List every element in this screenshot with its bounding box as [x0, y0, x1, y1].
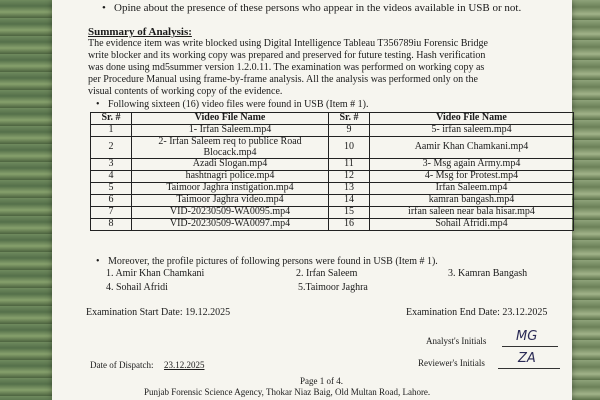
table-row — [91, 183, 574, 195]
header-file-1: Video File Name — [132, 113, 329, 125]
person-3: 3. Kamran Bangash — [448, 268, 528, 279]
left-decorative-border — [0, 0, 58, 400]
cell-file: 4- Msg for Protest.mp4 — [370, 171, 574, 183]
cell-sr: 7 — [91, 207, 132, 219]
cell-sr: 11 — [329, 159, 370, 171]
cell-sr: 15 — [329, 207, 370, 219]
header-file-2: Video File Name — [370, 113, 574, 125]
analyst-initials-label: Analyst's Initials — [426, 336, 487, 346]
cell-sr: 1 — [91, 125, 132, 137]
cell-file: hashtnagri police.mp4 — [132, 171, 329, 183]
exam-end-date: Examination End Date: 23.12.2025 — [406, 307, 548, 318]
cell-sr: 10 — [329, 137, 370, 159]
top-bullet-text: • Opine about the presence of these persons who appear in the videos available in USB or not. — [114, 2, 521, 14]
document-page — [52, 0, 572, 400]
reviewer-signature: ZA — [518, 351, 536, 366]
person-5: 5.Taimoor Jaghra — [298, 282, 368, 293]
cell-sr: 9 — [329, 125, 370, 137]
summary-line-3: was done using md5summer version 1.2.0.11. The examination was performed on working copy as — [88, 62, 485, 73]
table-row — [91, 159, 574, 171]
video-files-table — [90, 112, 574, 231]
person-2: 2. Irfan Saleem — [296, 268, 358, 279]
cell-file: irfan saleen near bala hisar.mp4 — [370, 207, 574, 219]
summary-line-2: write blocker and its working copy was prepared and preserved for future testing. Hash verification — [88, 50, 486, 61]
cell-sr: 8 — [91, 219, 132, 231]
header-sr-1: Sr. # — [91, 113, 132, 125]
cell-file-multiline — [132, 137, 329, 159]
cell-sr: 13 — [329, 183, 370, 195]
table-row — [91, 171, 574, 183]
cell-file: VID-20230509-WA0095.mp4 — [132, 207, 329, 219]
page-number: Page 1 of 4. — [300, 376, 343, 386]
analyst-signature-line — [502, 329, 558, 347]
cell-file: Taimoor Jaghra instigation.mp4 — [132, 183, 329, 195]
table-header-row — [91, 113, 574, 125]
reviewer-initials-label: Reviewer's Initials — [418, 358, 485, 368]
cell-file: Azadi Slogan.mp4 — [132, 159, 329, 171]
cell-file-line-1: 2- Irfan Saleem req to publice Road — [158, 136, 302, 147]
table-row — [91, 219, 574, 231]
cell-file: kamran bangash.mp4 — [370, 195, 574, 207]
profile-intro: • Moreover, the profile pictures of following persons were found in USB (Item # 1). — [108, 256, 438, 267]
cell-file: Sohail Afridi.mp4 — [370, 219, 574, 231]
cell-sr: 14 — [329, 195, 370, 207]
cell-sr: 12 — [329, 171, 370, 183]
person-1: 1. Amir Khan Chamkani — [106, 268, 205, 279]
table-intro: • Following sixteen (16) video files were found in USB (Item # 1). — [108, 99, 369, 110]
cell-file: Irfan Saleem.mp4 — [370, 183, 574, 195]
cell-sr: 5 — [91, 183, 132, 195]
dispatch-date: 23.12.2025 — [164, 360, 205, 370]
cell-sr: 2 — [91, 137, 132, 159]
right-decorative-border — [570, 0, 600, 400]
cell-file: Aamir Khan Chamkani.mp4 — [370, 137, 574, 159]
reviewer-signature-line — [498, 351, 560, 369]
summary-line-5: visual contents of working copy of the evidence. — [88, 86, 283, 97]
table-row — [91, 195, 574, 207]
table-row — [91, 207, 574, 219]
cell-file: VID-20230509-WA0097.mp4 — [132, 219, 329, 231]
summary-line-1: The evidence item was write blocked using Digital Intelligence Tableau T356789iu Forensic Bridge — [88, 38, 488, 49]
cell-file: 1- Irfan Saleem.mp4 — [132, 125, 329, 137]
table-row — [91, 125, 574, 137]
summary-line-4: per Procedure Manual using frame-by-frame analysis. All the analysis was performed only on the — [88, 74, 478, 85]
cell-file: 5- irfan saleem.mp4 — [370, 125, 574, 137]
analyst-signature: MG — [516, 329, 538, 344]
cell-sr: 16 — [329, 219, 370, 231]
footer-agency: Punjab Forensic Science Agency, Thokar Niaz Baig, Old Multan Road, Lahore. — [144, 387, 431, 397]
cell-sr: 4 — [91, 171, 132, 183]
cell-file: Taimoor Jaghra video.mp4 — [132, 195, 329, 207]
person-4: 4. Sohail Afridi — [106, 282, 168, 293]
summary-heading: Summary of Analysis: — [88, 26, 192, 38]
cell-sr: 3 — [91, 159, 132, 171]
exam-start-date: Examination Start Date: 19.12.2025 — [86, 307, 231, 318]
header-sr-2: Sr. # — [329, 113, 370, 125]
cell-file: 3- Msg again Army.mp4 — [370, 159, 574, 171]
cell-file-line-2: Blocack.mp4 — [203, 146, 257, 158]
cell-sr: 6 — [91, 195, 132, 207]
dispatch-label: Date of Dispatch: — [90, 360, 154, 370]
table-row — [91, 137, 574, 159]
